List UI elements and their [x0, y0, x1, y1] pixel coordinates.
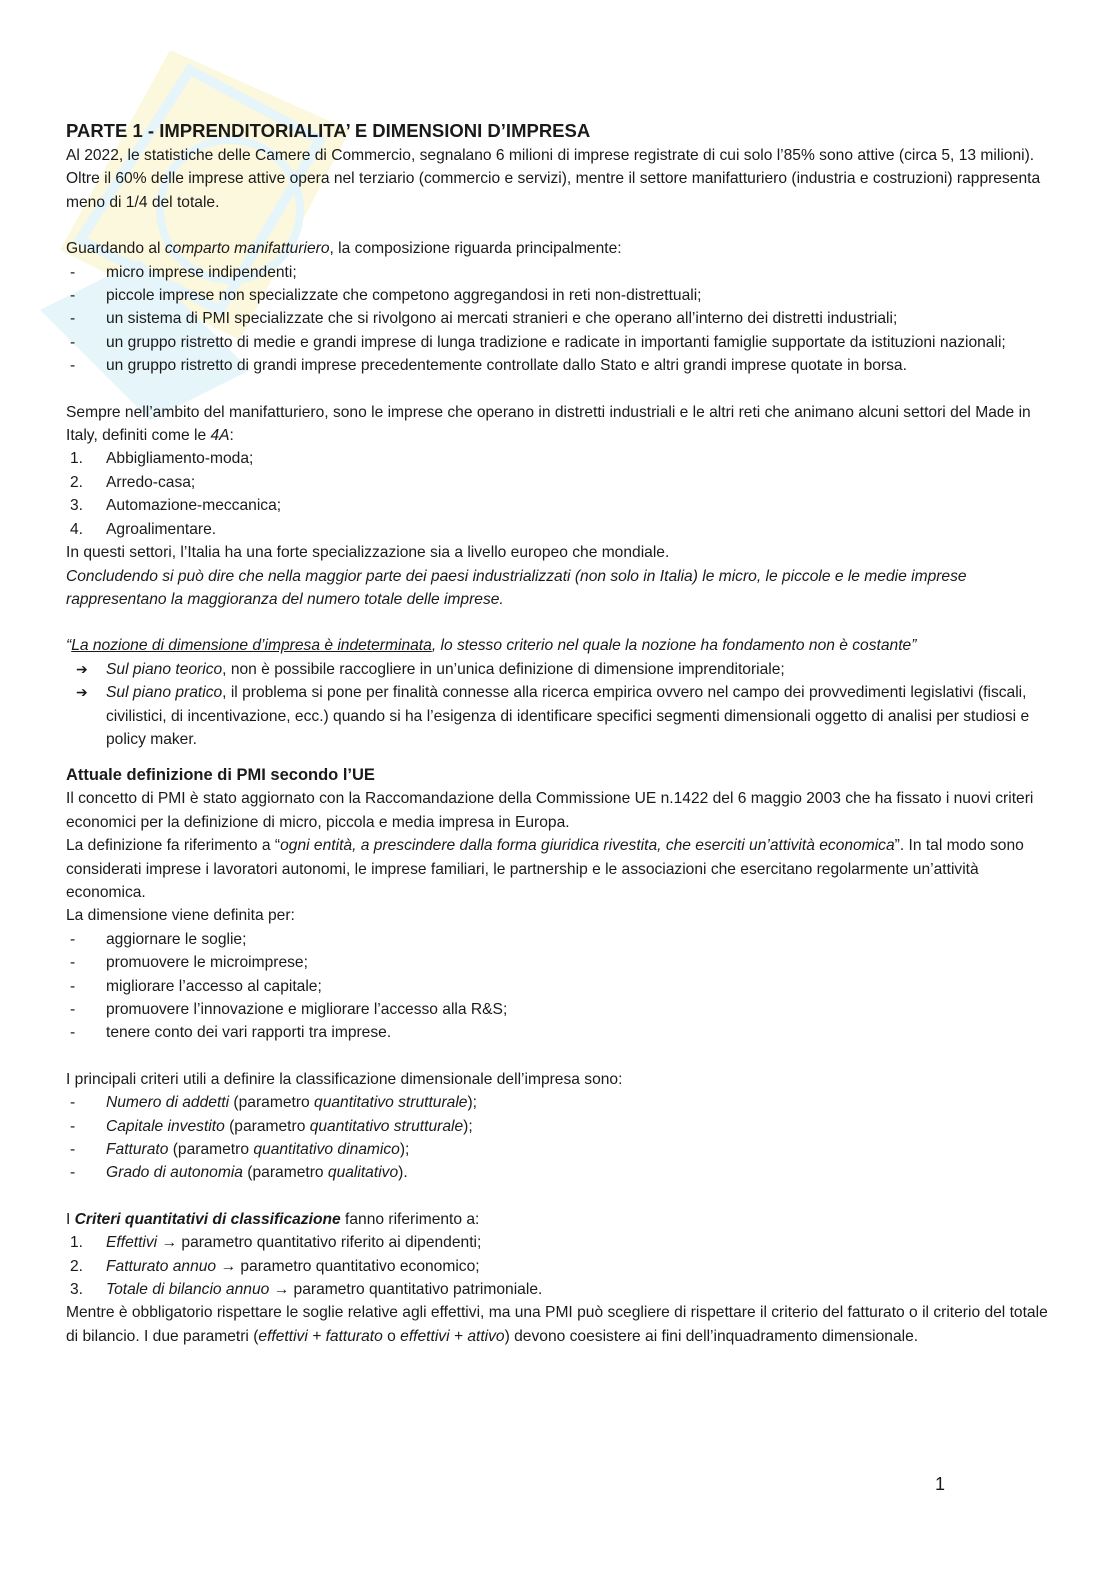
- list-item: 1. Effettivi → parametro quantitativo riferito ai dipendenti;: [70, 1234, 482, 1252]
- list-item: ➔ Sul piano teorico, non è possibile raccogliere in un’unica definizione di dimensione imprenditoriale;: [66, 658, 1056, 681]
- quantitative-list: [66, 1231, 1056, 1301]
- made-in-italy-intro: Sempre nell’ambito del manifatturiero, sono le imprese che operano in distretti industriali e le altri reti che animano alcuni settori del Made in Italy, definiti come le 4A:: [66, 403, 1031, 445]
- pmi-paragraph-1: Il concetto di PMI è stato aggiornato con la Raccomandazione della Commissione UE n.1422 del 6 maggio 2003 che ha fissato i nuovi criteri economici per la definizione di micro, piccola e media impresa in Europa.: [66, 790, 1034, 831]
- list-item: - Fatturato (parametro quantitativo dinamico);: [70, 1141, 410, 1159]
- pmi-paragraph-2: La definizione fa riferimento a “ogni entità, a prescindere dalla forma giuridica rivestita, che eserciti un’attività economica”. In tal modo sono considerati imprese i lavoratori autonomi, le imprese familiari, le partnership e le associazioni che esercitano regolarmente un’attività economica.: [66, 837, 1024, 901]
- list-item: ➔ Sul piano pratico, il problema si pone per finalità connesse alla ricerca empirica ovvero nel campo dei provvedimenti legislativi (fiscali, civilistici, di incentivazione, ecc.) quando si ha l’esigenza di identificare specifici segmenti dimensionali oggetto di analisi per studiosi e policy maker.: [66, 681, 1056, 751]
- list-item: - un gruppo ristretto di medie e grandi imprese di lunga tradizione e radicate in importanti famiglie supportate da istituzioni nazionali;: [70, 333, 1006, 351]
- intro-paragraph: Al 2022, le statistiche delle Camere di Commercio, segnalano 6 milioni di imprese registrate di cui solo l’85% sono attive (circa 5, 13 milioni). Oltre il 60% delle imprese attive opera nel terziario (commercio e servizi), mentre il settore manifatturiero (industria e costruzioni) rappresenta meno di 1/4 del totale.: [66, 147, 1041, 211]
- pmi-paragraph-3: La dimensione viene definita per:: [66, 907, 295, 925]
- pmi-list: [66, 928, 1056, 1045]
- list-item: - promuovere l’innovazione e migliorare l’accesso alla R&S;: [70, 1001, 508, 1018]
- list-item: - micro imprese indipendenti;: [70, 263, 297, 281]
- quote-points: [66, 658, 1056, 752]
- arrow-icon: ➔: [76, 660, 88, 677]
- manufacturing-intro: Guardando al comparto manifatturiero, la composizione riguarda principalmente:: [66, 240, 622, 258]
- arrow-icon: ➔: [76, 684, 88, 701]
- list-item: - promuovere le microimprese;: [70, 954, 308, 972]
- conclusion-text: Concludendo si può dire che nella maggior parte dei paesi industrializzati (non solo in Italia) le micro, le piccole e le medie imprese rappresentano la maggioranza del numero totale delle imprese.: [66, 567, 967, 608]
- page-title: PARTE 1 - IMPRENDITORIALITA’ E DIMENSIONI D’IMPRESA: [66, 120, 591, 141]
- section-heading: Attuale definizione di PMI secondo l’UE: [66, 766, 375, 785]
- four-a-list: [66, 447, 1056, 541]
- specialization-text: In questi settori, l’Italia ha una forte specializzazione sia a livello europeo che mondiale.: [66, 544, 670, 562]
- list-item: - un gruppo ristretto di grandi imprese precedentemente controllate dallo Stato e altri grandi imprese quotate in borsa.: [70, 357, 907, 375]
- list-item: 3. Totale di bilancio annuo → parametro quantitativo patrimoniale.: [70, 1281, 543, 1299]
- list-item: 3. Automazione-meccanica;: [70, 497, 282, 515]
- criteria-intro: I principali criteri utili a definire la classificazione dimensionale dell’impresa sono:: [66, 1070, 623, 1088]
- quote-text: “La nozione di dimensione d’impresa è indeterminata, lo stesso criterio nel quale la nozione ha fondamento non è costante”: [66, 637, 917, 655]
- list-item: 2. Arredo-casa;: [70, 473, 196, 491]
- list-item: - aggiornare le soglie;: [70, 930, 247, 948]
- document-page: [66, 118, 1056, 1348]
- list-item: - Capitale investito (parametro quantitativo strutturale);: [70, 1117, 473, 1135]
- final-paragraph: Mentre è obbligatorio rispettare le soglie relative agli effettivi, ma una PMI può scegliere di rispettare il criterio del fatturato o il criterio del totale di bilancio. I due parametri (effettivi + fatturato o effettivi + attivo) devono coesistere ai fini dell’inquadramento dimensionale.: [66, 1304, 1048, 1345]
- list-item: - migliorare l’accesso al capitale;: [70, 977, 322, 995]
- list-item: 4. Agroalimentare.: [70, 520, 217, 538]
- list-item: - tenere conto dei vari rapporti tra imprese.: [70, 1024, 392, 1042]
- list-item: 2. Fatturato annuo → parametro quantitativo economico;: [70, 1257, 480, 1275]
- manufacturing-list: [66, 261, 1056, 378]
- list-item: 1. Abbigliamento-moda;: [70, 450, 254, 468]
- list-item: - un sistema di PMI specializzate che si rivolgono ai mercati stranieri e che operano all’interno dei distretti industriali;: [70, 310, 898, 328]
- list-item: - Grado di autonomia (parametro qualitativo).: [70, 1164, 408, 1182]
- page-number: 1: [935, 1474, 946, 1494]
- list-item: - Numero di addetti (parametro quantitativo strutturale);: [70, 1094, 477, 1112]
- criteria-list: [66, 1091, 1056, 1185]
- list-item: - piccole imprese non specializzate che competono aggregandosi in reti non-distrettuali;: [70, 287, 702, 305]
- quantitative-intro: I Criteri quantitativi di classificazione fanno riferimento a:: [66, 1210, 480, 1228]
